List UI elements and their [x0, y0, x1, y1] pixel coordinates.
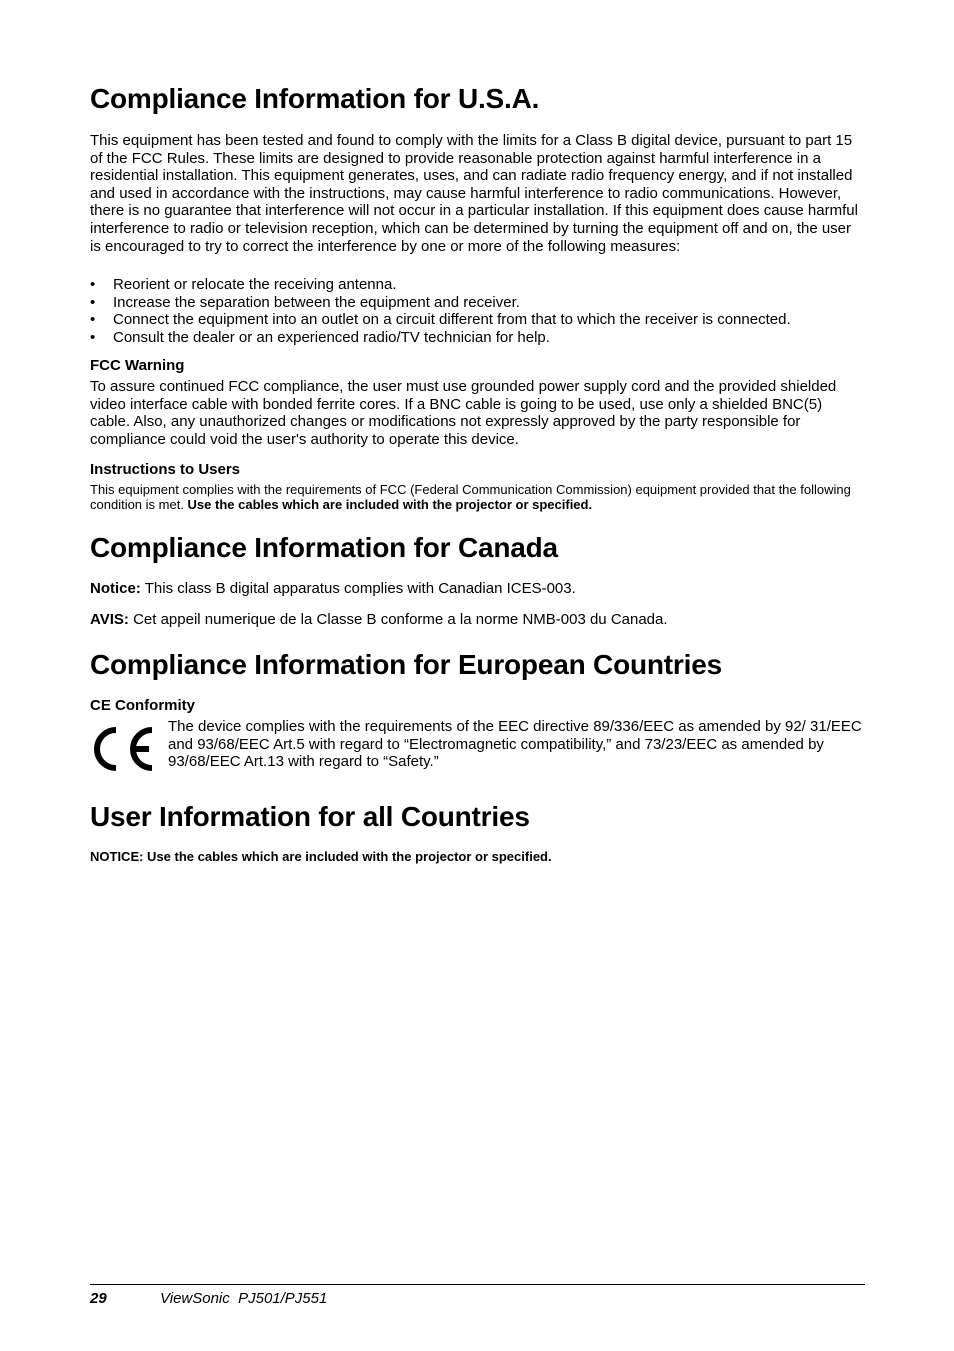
list-item: • Reorient or relocate the receiving antenna. — [90, 276, 865, 294]
instructions-bold: Use the cables which are included with the projector or specified. — [187, 496, 593, 512]
ce-conformity-block — [90, 718, 865, 772]
heading-all-countries: User Information for all Countries — [90, 801, 530, 832]
instructions-text — [90, 483, 865, 512]
avis-text: Cet appeil numerique de la Classe B conforme a la norme NMB-003 du Canada. — [128, 611, 668, 628]
ce-conformity-text: The device complies with the requirements of the EEC directive 89/336/EEC as amended by 92/ 31/EEC and 93/68/EEC Art.5 with regard to “Electromagnetic compatibility,” and 73/23/EEC as amended by 93/68/EEC Art.13 with regard to “Safety.” — [168, 718, 862, 771]
list-item: • Increase the separation between the equipment and receiver. — [90, 294, 865, 312]
list-item: • Connect the equipment into an outlet on a circuit different from that to which the receiver is connected. — [90, 311, 865, 329]
heading-europe: Compliance Information for European Countries — [90, 649, 722, 680]
avis-label: AVIS: — [90, 611, 129, 628]
canada-avis — [90, 611, 865, 629]
usa-intro-paragraph: This equipment has been tested and found to comply with the limits for a Class B digital device, pursuant to part 15 of the FCC Rules. These limits are designed to provide reasonable protection against harmful interference in a residential installation. This equipment generates, uses, and can radiate radio frequency energy, and if not installed and used in accordance with the instructions, may cause harmful interference to radio communications. However, there is no guarantee that interference will not occur in a particular installation. If this equipment does cause harmful interference to radio or television reception, which can be determined by turning the equipment off and on, the user is encouraged to try to correct the interference by one or more of the following measures: — [90, 132, 858, 255]
footer-product: ViewSonic PJ501/PJ551 — [160, 1290, 328, 1307]
footer-rule — [90, 1284, 865, 1285]
heading-usa: Compliance Information for U.S.A. — [90, 83, 540, 114]
heading-canada: Compliance Information for Canada — [90, 532, 558, 563]
ce-conformity-title: CE Conformity — [90, 697, 195, 714]
fcc-warning-text: To assure continued FCC compliance, the user must use grounded power supply cord and the provided shielded video interface cable with bonded ferrite cores. If a BNC cable is going to be used, use only a shielded BNC(5) cable. Also, any unauthorized changes or modifications not expressly approved by the party responsible for compliance could void the user's authority to operate this device. — [90, 378, 837, 448]
page-number: 29 — [90, 1290, 107, 1307]
instructions-title: Instructions to Users — [90, 461, 241, 478]
ce-mark-icon — [90, 726, 156, 772]
page-footer — [90, 1290, 327, 1307]
instructions-plain: This equipment complies with the requirements of FCC (Federal Communication Commission) equipment provided that the following condition is met. — [90, 482, 851, 512]
all-countries-notice: NOTICE: Use the cables which are included with the projector or specified. — [90, 849, 552, 864]
notice-text: This class B digital apparatus complies with Canadian ICES-003. — [140, 580, 576, 597]
list-item: • Consult the dealer or an experienced radio/TV technician for help. — [90, 329, 865, 347]
notice-label: Notice: — [90, 580, 141, 597]
interference-measures-list — [90, 276, 865, 346]
canada-notice — [90, 580, 865, 598]
fcc-warning-title: FCC Warning — [90, 357, 185, 374]
